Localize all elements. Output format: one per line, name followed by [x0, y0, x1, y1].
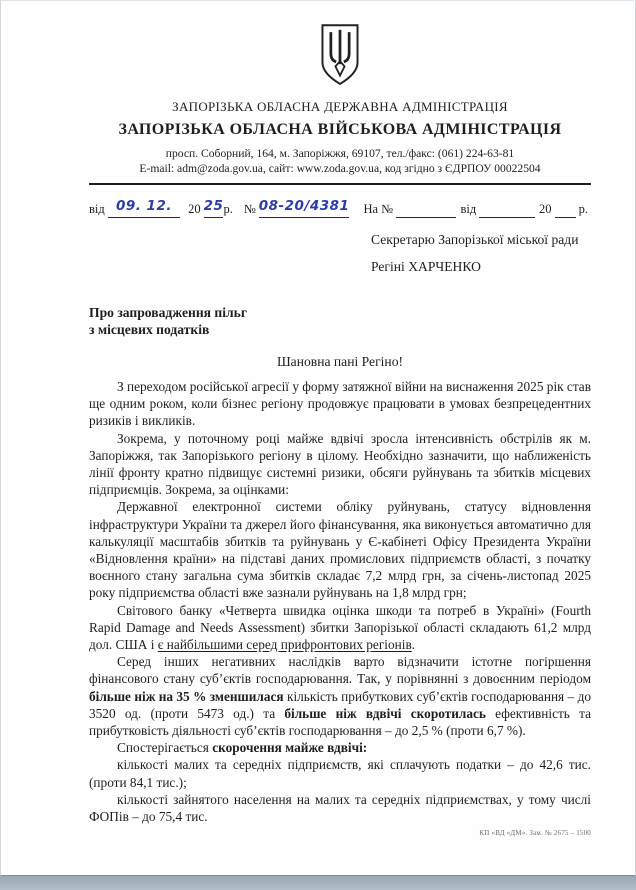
ref-number-handwritten: 08-20/4381	[258, 198, 350, 214]
ref-date-field	[108, 198, 180, 218]
subject-line2: з місцевих податків	[89, 322, 210, 337]
reply-year-blank	[555, 198, 576, 218]
body-paragraph: З переходом російської агресії у форму затяжної війни на виснаження 2025 рік став ще одним роком, коли бізнес регіону продовжує працювати в умовах безпрецедентних ризиків і викликів.	[89, 379, 591, 429]
emblem-wrap	[89, 23, 591, 89]
reference-line	[89, 194, 591, 218]
reply-century-label: 20	[539, 202, 552, 216]
ref-year-field	[204, 198, 224, 218]
subject-line1: Про запровадження пільг	[89, 305, 248, 320]
body-paragraph: Серед інших негативних наслідків варто відзначити істотне погіршення фінансового стану суб’єктів господарювання. Так, у порівнянні з довоєнним періодом більше ніж на 35 % зменшилася кількість прибуткових суб’єктів господарювання – до 3520 од. (проти 5473 од.) та більше ніж вдвічі скоротилась ефективність та прибутковість діяльності суб’єктів господарювання – до 2,5 % (проти 6,7 %).	[89, 654, 591, 739]
body-paragraph: кількості малих та середніх підприємств, які сплачують податки – до 42,6 тис. (проти 84,1 тис.);	[89, 757, 591, 790]
reply-from-label: від	[460, 202, 477, 216]
addressee-name: Регіні ХАРЧЕНКО	[371, 259, 481, 274]
org-name-military-administration: ЗАПОРІЗЬКА ОБЛАСНА ВІЙСЬКОВА АДМІНІСТРАЦІЯ	[118, 121, 562, 138]
reply-number-label: На №	[363, 202, 394, 216]
reply-number-blank	[396, 198, 456, 218]
salutation: Шановна пані Регіно!	[276, 354, 404, 369]
ref-year-suffix: р.	[223, 202, 233, 216]
letterhead-address-line: просп. Соборний, 164, м. Запоріжжя, 69107, тел./факс: (061) 224-63-81	[165, 147, 515, 160]
ref-date-handwritten: 09. 12.	[115, 198, 172, 214]
ukraine-tryzub-icon	[317, 23, 363, 87]
ref-from-label: від	[89, 202, 105, 216]
body-paragraph: Спостерігається скорочення майже вдвічі:	[117, 740, 368, 756]
org-name-state-administration: ЗАПОРІЗЬКА ОБЛАСНА ДЕРЖАВНА АДМІНІСТРАЦІЯ	[172, 99, 508, 114]
letter-body	[89, 378, 591, 825]
subject-block	[89, 304, 319, 338]
body-paragraph: кількості зайнятого населення на малих та середніх підприємствах, у тому числі ФОПів – до 75,4 тис.	[89, 791, 591, 825]
print-shop-note: КП «ВД «ДМ». Зам. № 2675 – 1500	[479, 829, 591, 838]
body-paragraph: Зокрема, у поточному році майже вдвічі зросла інтенсивність обстрілів як м. Запоріжжя, так Запорізького регіону в цілому. Необхідно зазначити, що наближеність лінії фронту кратно підвищує системні ризики, обсяги руйнувань та збитків місцевих підприємців. Зокрема, за оцінками:	[89, 430, 591, 498]
ref-century-label: 20	[188, 202, 201, 216]
addressee-block	[371, 226, 611, 280]
letterhead-divider	[89, 183, 591, 185]
reply-year-suffix: р.	[578, 202, 588, 216]
scan-background-strip	[0, 876, 636, 890]
letterhead-email-line: E-mail: adm@zoda.gov.ua, сайт: www.zoda.gov.ua, код згідно з ЄДРПОУ 00022504	[139, 162, 541, 175]
ref-number-label: №	[243, 202, 256, 216]
ref-number-field	[259, 198, 350, 218]
reply-date-blank	[479, 198, 535, 218]
body-paragraph: Світового банку «Четверта швидка оцінка шкоди та потреб в Україні» (Fourth Rapid Damage and Needs Assessment) збитки Запорізької області складають 61,2 млрд дол. США і є найбільшими серед прифронтових регіонів.	[89, 602, 591, 653]
ref-year-handwritten: 25	[203, 198, 224, 214]
body-paragraph: Державної електронної системи обліку руйнувань, статусу відновлення інфраструктури України та джерел його фінансування, яка виконується автоматично для калькуляції масштабів збитків та руйнувань у Є-кабінеті Офісу Президента України «Відновлення країни» на підставі даних промислових підприємств області, з початку воєнного стану загальна сума збитків складає 7,2 млрд грн, за січень-листопад 2025 року підприємства області вже зазнали руйнувань на 1,8 млрд грн;	[89, 499, 591, 601]
letterhead-contacts	[89, 146, 591, 176]
addressee-title: Секретарю Запорізької міської ради	[371, 232, 579, 247]
